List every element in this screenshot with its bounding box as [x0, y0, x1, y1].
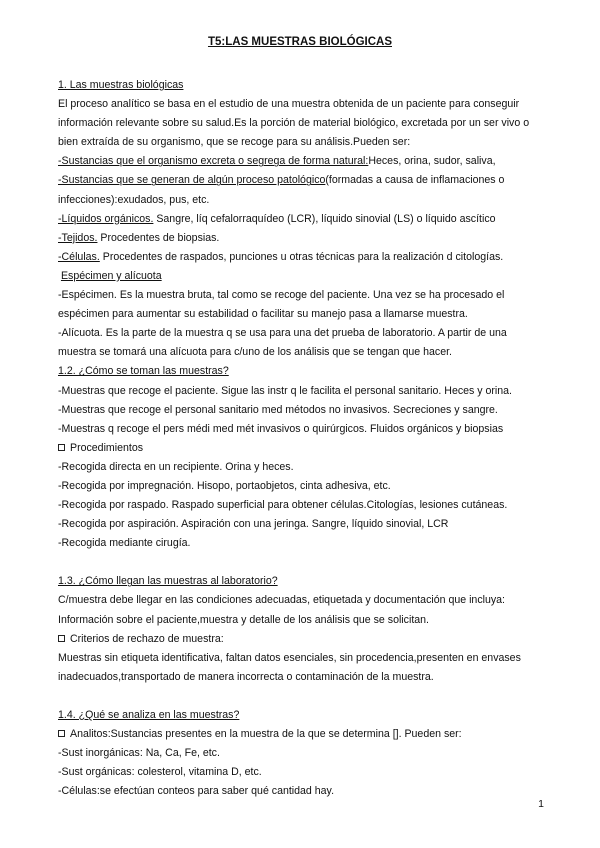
checkbox-bullet-icon — [58, 730, 65, 737]
paragraph-line: Muestras sin etiqueta identificativa, faltan datos esenciales, sin procedencia,presenten en envases — [58, 651, 521, 664]
spacer — [58, 687, 558, 706]
paragraph-line: C/muestra debe llegar en las condiciones adecuadas, etiquetada y documentación que incluya: — [58, 594, 505, 607]
spacer — [58, 553, 558, 572]
bullet-heading: Analitos:Sustancias presentes en la muestra de la que se determina []. Pueden ser: — [58, 725, 558, 744]
document-body — [58, 76, 558, 801]
item-label: -Líquidos orgánicos. — [58, 212, 154, 225]
paragraph-line: Información sobre el paciente,muestra y detalle de los análisis que se solicitan. — [58, 613, 429, 626]
checkbox-bullet-icon — [58, 444, 65, 451]
page-number: 1 — [538, 798, 544, 810]
paragraph-line: -Recogida por raspado. Raspado superficial para obtener células.Citologías, lesiones cutáneas. — [58, 499, 508, 512]
paragraph-line: inadecuados,transportado de manera incorrecta o contaminación de la muestra. — [58, 670, 434, 683]
list-item — [58, 171, 558, 190]
section-1-heading: 1. Las muestras biológicas — [58, 79, 184, 91]
paragraph-line: bien extraída de su organismo, que se recoge para su análisis.Pueden ser: — [58, 136, 411, 149]
bullet-heading: Criterios de rechazo de muestra: — [58, 630, 558, 649]
paragraph-line: -Muestras que recoge el paciente. Sigue las instr q le facilita el personal sanitario. Heces y orina. — [58, 384, 513, 397]
list-item — [58, 229, 558, 248]
checkbox-bullet-icon — [58, 635, 65, 642]
paragraph-line: espécimen para aumentar su estabilidad o facilitar su manejo pasa a llamarse muestra. — [58, 308, 468, 321]
item-text: Heces, orina, sudor, saliva, — [368, 155, 496, 168]
paragraph-line: -Sust orgánicas: colesterol, vitamina D, etc. — [58, 766, 262, 779]
paragraph-line: información relevante sobre su salud.Es la porción de material biológico, excretada por un ser vivo o — [58, 117, 530, 130]
paragraph-line: -Recogida directa en un recipiente. Orina y heces. — [58, 460, 294, 473]
paragraph-line: -Recogida por aspiración. Aspiración con una jeringa. Sangre, líquido sinovial, LCR — [58, 518, 449, 531]
bullet-heading: Procedimientos — [58, 439, 558, 458]
list-item — [58, 248, 558, 267]
item-text: Procedentes de raspados, punciones u otras técnicas para la realización d citologías. — [99, 250, 504, 263]
item-text: (formadas a causa de inflamaciones o — [325, 174, 505, 187]
item-text: Procedentes de biopsias. — [97, 231, 220, 244]
sub-heading: Espécimen y alícuota — [60, 269, 162, 282]
paragraph-line: muestra se tomará una alícuota para c/uno de los análisis que se tengan que hacer. — [58, 346, 452, 359]
list-item — [58, 210, 558, 229]
document-title: T5:LAS MUESTRAS BIOLÓGICAS — [207, 36, 392, 48]
paragraph-line: -Muestras que recoge el personal sanitario med métodos no invasivos. Secreciones y sangre. — [58, 403, 498, 416]
paragraph-line: -Muestras q recoge el pers médi med mét invasivos o quirúrgicos. Fluidos orgánicos y biopsias — [58, 422, 504, 435]
item-label: -Sustancias que el organismo excreta o segrega de forma natural: — [58, 155, 369, 168]
item-label: -Sustancias que se generan de algún proceso patológico — [58, 174, 326, 187]
paragraph-line: -Células:se efectúan conteos para saber qué cantidad hay. — [58, 785, 335, 798]
paragraph-line: -Sust inorgánicas: Na, Ca, Fe, etc. — [58, 747, 220, 760]
section-1-3-heading: 1.3. ¿Cómo llegan las muestras al laboratorio? — [58, 575, 278, 588]
item-label: -Células. — [58, 250, 100, 263]
paragraph-line: -Alícuota. Es la parte de la muestra q se usa para una det prueba de laboratorio. A partir de una — [58, 327, 507, 340]
list-item — [58, 152, 558, 171]
item-label: -Tejidos. — [58, 231, 98, 244]
paragraph-line: -Recogida por impregnación. Hisopo, portaobjetos, cinta adhesiva, etc. — [58, 479, 391, 492]
item-text: Sangre, líq cefalorraquídeo (LCR), líquido sinovial (LS) o líquido ascítico — [153, 212, 496, 225]
section-1-4-heading: 1.4. ¿Qué se analiza en las muestras? — [58, 708, 240, 721]
paragraph-line: -Recogida mediante cirugía. — [58, 537, 191, 550]
paragraph-line: El proceso analítico se basa en el estudio de una muestra obtenida de un paciente para conseguir — [58, 98, 520, 111]
paragraph-line: -Espécimen. Es la muestra bruta, tal como se recoge del paciente. Una vez se ha procesado el — [58, 289, 505, 302]
paragraph-line: infecciones):exudados, pus, etc. — [58, 193, 210, 206]
section-1-2-heading: 1.2. ¿Cómo se toman las muestras? — [58, 365, 229, 378]
